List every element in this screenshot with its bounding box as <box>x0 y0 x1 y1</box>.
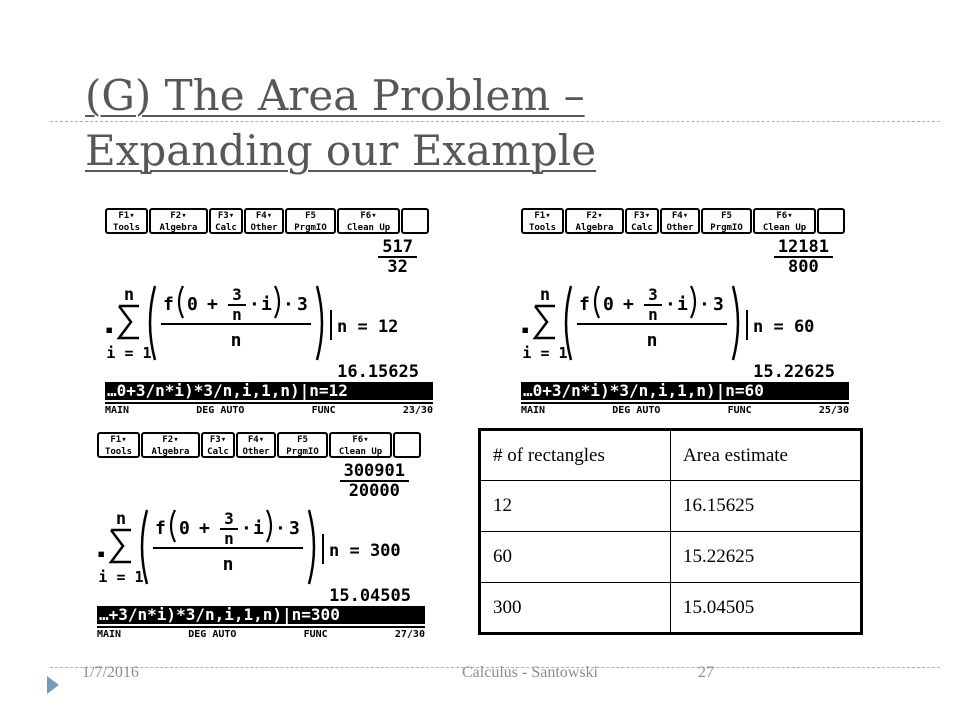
right-paren <box>309 510 314 584</box>
index-i: i <box>677 294 688 315</box>
calculator-screen-3 <box>97 432 433 644</box>
step-numerator: 3 <box>224 509 234 528</box>
sum-lower-limit: i = 1 <box>106 344 152 362</box>
times-dot-2: · <box>699 294 710 315</box>
riemann-sum-expression <box>97 504 427 590</box>
riemann-sum-expression <box>521 280 851 366</box>
f5-key: F5 PrgmIO <box>277 432 328 458</box>
term-zero: 0 <box>187 294 198 315</box>
previous-denominator: 32 <box>387 257 408 277</box>
cell-rectangles: 12 <box>480 481 671 532</box>
f6-key: F6▾ Clean Up <box>329 432 392 458</box>
status-angle: DEG AUTO <box>188 629 237 640</box>
footer-arrow-icon <box>47 676 59 694</box>
f1-key: F1▾ Tools <box>521 208 564 234</box>
cell-area: 16.15625 <box>671 481 862 532</box>
cell-area: 15.04505 <box>671 583 862 634</box>
calculator-screen-2 <box>521 208 857 420</box>
slide-title <box>85 68 596 178</box>
inner-left-paren <box>179 286 183 318</box>
table-row <box>480 481 862 532</box>
index-i: i <box>261 294 272 315</box>
calculator-screen-1 <box>105 208 441 420</box>
status-count: 25/30 <box>818 405 849 416</box>
previous-numerator: 12181 <box>774 238 833 258</box>
sum-upper-limit: n <box>115 509 127 529</box>
f2-key: F2▾ Algebra <box>149 208 208 234</box>
bullet-mark: ▪ <box>521 322 530 338</box>
times-dot: · <box>241 518 252 539</box>
f5-key: F5 PrgmIO <box>285 208 336 234</box>
previous-numerator: 517 <box>378 238 417 258</box>
sum-upper-limit: n <box>539 285 551 305</box>
inner-left-paren <box>171 510 175 542</box>
term-zero: 0 <box>179 518 190 539</box>
status-bar <box>105 402 433 418</box>
previous-denominator: 20000 <box>348 481 400 501</box>
status-angle: DEG AUTO <box>612 405 661 416</box>
header-rectangles: # of rectangles <box>480 430 671 481</box>
bullet-mark: ▪ <box>97 546 106 562</box>
footer-title: Calculus - Santowski <box>462 664 598 681</box>
status-count: 23/30 <box>402 405 433 416</box>
f4-key: F4▾ Other <box>236 432 276 458</box>
function-f: f <box>163 294 174 315</box>
function-f: f <box>155 518 166 539</box>
f4-key: F4▾ Other <box>660 208 700 234</box>
cell-rectangles: 60 <box>480 532 671 583</box>
calculator-toolbar <box>97 432 422 462</box>
status-bar <box>97 626 425 642</box>
f1-key: F1▾ Tools <box>105 208 148 234</box>
f1-key: F1▾ Tools <box>97 432 140 458</box>
step-numerator: 3 <box>232 285 242 304</box>
inner-left-paren <box>595 286 599 318</box>
condition-text: n = 300 <box>329 541 401 561</box>
index-i: i <box>253 518 264 539</box>
condition-text: n = 12 <box>337 317 399 337</box>
step-numerator: 3 <box>648 285 658 304</box>
status-mode: MAIN <box>521 405 546 416</box>
area-estimate-table <box>478 428 863 635</box>
status-count: 27/30 <box>394 629 425 640</box>
riemann-sum-expression <box>105 280 435 366</box>
status-angle: DEG AUTO <box>196 405 245 416</box>
sigma-symbol <box>111 530 131 562</box>
status-mode: MAIN <box>105 405 130 416</box>
inner-right-paren <box>275 286 279 318</box>
bullet-mark: ▪ <box>105 322 114 338</box>
step-denominator: n <box>224 529 234 548</box>
sum-lower-limit: i = 1 <box>98 568 144 586</box>
calculator-toolbar <box>105 208 430 238</box>
width-numerator: 3 <box>289 518 300 539</box>
previous-numerator: 300901 <box>340 462 409 482</box>
header-area: Area estimate <box>671 430 862 481</box>
f4-key: F4▾ Other <box>244 208 284 234</box>
f6-key: F6▾ Clean Up <box>753 208 816 234</box>
f3-key: F3▾ Calc <box>209 208 243 234</box>
sum-lower-limit: i = 1 <box>522 344 568 362</box>
plus-sign: + <box>199 518 210 539</box>
inner-right-paren <box>267 510 271 542</box>
entry-line: …0+3/n*i)*3/n,i,1,n)|n=12 <box>105 382 433 400</box>
blank-key <box>393 432 421 458</box>
cell-rectangles: 300 <box>480 583 671 634</box>
entry-line: …+3/n*i)*3/n,i,1,n)|n=300 <box>97 606 425 624</box>
table-row <box>480 532 862 583</box>
previous-denominator: 800 <box>788 257 819 277</box>
table-row <box>480 583 862 634</box>
area-estimate-table-container <box>478 428 863 635</box>
previous-result <box>340 462 409 500</box>
times-dot: · <box>665 294 676 315</box>
times-dot: · <box>249 294 260 315</box>
step-denominator: n <box>232 305 242 324</box>
sigma-symbol <box>535 306 555 338</box>
plus-sign: + <box>623 294 634 315</box>
inner-right-paren <box>691 286 695 318</box>
condition-text: n = 60 <box>753 317 815 337</box>
cell-area: 15.22625 <box>671 532 862 583</box>
step-denominator: n <box>648 305 658 324</box>
width-numerator: 3 <box>713 294 724 315</box>
status-func: FUNC <box>311 405 336 416</box>
right-paren <box>733 286 738 360</box>
status-bar <box>521 402 849 418</box>
f6-key: F6▾ Clean Up <box>337 208 400 234</box>
calculator-toolbar <box>521 208 846 238</box>
previous-result <box>774 238 833 276</box>
sigma-symbol <box>119 306 139 338</box>
f5-key: F5 PrgmIO <box>701 208 752 234</box>
function-f: f <box>579 294 590 315</box>
footer-date: 1/7/2016 <box>82 664 139 681</box>
previous-result <box>378 238 417 276</box>
table-header-row <box>480 430 862 481</box>
term-zero: 0 <box>603 294 614 315</box>
times-dot-2: · <box>275 518 286 539</box>
f3-key: F3▾ Calc <box>201 432 235 458</box>
footer-page-number: 27 <box>698 664 714 681</box>
sum-upper-limit: n <box>123 285 135 305</box>
f2-key: F2▾ Algebra <box>565 208 624 234</box>
f3-key: F3▾ Calc <box>625 208 659 234</box>
title-line-1: (G) The Area Problem – <box>85 71 585 120</box>
right-paren <box>317 286 322 360</box>
result-value: 15.04505 <box>329 586 411 606</box>
status-func: FUNC <box>303 629 328 640</box>
main-denominator: n <box>222 554 234 575</box>
blank-key <box>817 208 845 234</box>
plus-sign: + <box>207 294 218 315</box>
title-line-2: Expanding our Example <box>85 126 597 175</box>
result-value: 16.15625 <box>337 362 419 382</box>
main-denominator: n <box>646 330 658 351</box>
blank-key <box>401 208 429 234</box>
status-func: FUNC <box>727 405 752 416</box>
status-mode: MAIN <box>97 629 122 640</box>
main-denominator: n <box>230 330 242 351</box>
width-numerator: 3 <box>297 294 308 315</box>
result-value: 15.22625 <box>753 362 835 382</box>
entry-line: …0+3/n*i)*3/n,i,1,n)|n=60 <box>521 382 849 400</box>
times-dot-2: · <box>283 294 294 315</box>
f2-key: F2▾ Algebra <box>141 432 200 458</box>
